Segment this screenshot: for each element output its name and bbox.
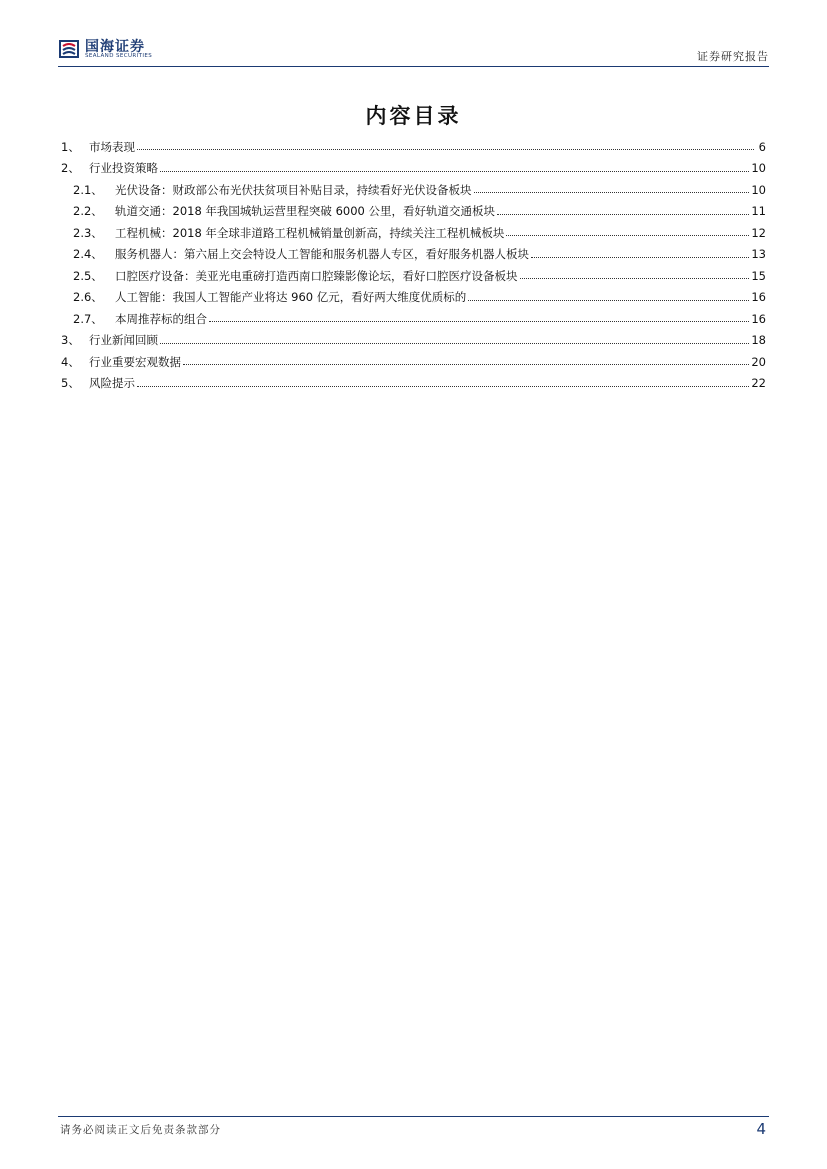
toc-entry-number: 2.5、 [73, 268, 103, 283]
toc-entry-page: 18 [751, 333, 766, 348]
toc-entry-title: 工程机械：2018 年全球非道路工程机械销量创新高，持续关注工程机械板块 [115, 225, 505, 240]
toc-entry-page: 11 [751, 204, 766, 219]
dot-leader [474, 192, 750, 193]
toc-entry-1[interactable] [61, 136, 766, 158]
toc-entry-title: 轨道交通：2018 年我国城轨运营里程突破 6000 公里，看好轨道交通板块 [115, 204, 495, 219]
toc-entry-number: 2.4、 [73, 247, 103, 262]
toc-entry-title: 行业投资策略 [89, 161, 158, 176]
toc-entry-2-3[interactable] [61, 222, 766, 244]
toc-entry-2-5[interactable] [61, 265, 766, 287]
toc-entry-page: 16 [751, 311, 766, 326]
toc-entry-title: 本周推荐标的组合 [115, 311, 207, 326]
toc-entry-number: 5、 [61, 376, 80, 391]
toc-entry-page: 12 [751, 225, 766, 240]
toc-entry-title: 光伏设备：财政部公布光伏扶贫项目补贴目录，持续看好光伏设备板块 [115, 182, 472, 197]
dot-leader [520, 278, 750, 279]
header-divider [58, 66, 769, 67]
toc-entry-page: 20 [751, 354, 766, 369]
footer-divider [58, 1116, 769, 1117]
toc-entry-title: 风险提示 [89, 376, 135, 391]
dot-leader [497, 214, 749, 215]
toc-entry-title: 市场表现 [89, 139, 135, 154]
dot-leader [506, 235, 749, 236]
toc-entry-page: 10 [751, 182, 766, 197]
toc-entry-title: 行业重要宏观数据 [89, 354, 181, 369]
toc-entry-number: 2.6、 [73, 290, 103, 305]
toc-entry-number: 4、 [61, 354, 80, 369]
footer-disclaimer: 请务必阅读正文后免责条款部分 [60, 1124, 221, 1136]
toc-entry-2-4[interactable] [61, 244, 766, 266]
toc-entry-number: 2.1、 [73, 182, 103, 197]
dot-leader [209, 321, 749, 322]
dot-leader [160, 343, 749, 344]
toc-entry-2-2[interactable] [61, 201, 766, 223]
toc-entry-page: 6 [758, 139, 766, 154]
toc-entry-page: 15 [751, 268, 766, 283]
toc-entry-number: 2.7、 [73, 311, 103, 326]
toc-entry-2-6[interactable] [61, 287, 766, 309]
dot-leader [531, 257, 749, 258]
dot-leader [183, 364, 749, 365]
toc-entry-page: 13 [751, 247, 766, 262]
toc-entry-title: 服务机器人：第六届上交会特设人工智能和服务机器人专区，看好服务机器人板块 [115, 247, 529, 262]
dot-leader [160, 171, 749, 172]
logo-name-cn: 国海证券 [85, 39, 145, 55]
toc-entry-2[interactable] [61, 158, 766, 180]
dot-leader [468, 300, 749, 301]
toc-title: 内容目录 [365, 104, 462, 128]
toc-entry-number: 1、 [61, 139, 80, 154]
toc-entry-4[interactable] [61, 351, 766, 373]
toc-entry-title: 行业新闻回顾 [89, 333, 158, 348]
sealand-logo-icon [58, 38, 80, 60]
toc-entry-title: 口腔医疗设备：美亚光电重磅打造西南口腔臻影像论坛，看好口腔医疗设备板块 [115, 268, 518, 283]
toc-entry-number: 2.2、 [73, 204, 103, 219]
toc-entry-2-1[interactable] [61, 179, 766, 201]
toc-entry-page: 10 [751, 161, 766, 176]
toc-entry-page: 22 [751, 376, 766, 391]
toc-entry-2-7[interactable] [61, 308, 766, 330]
toc-entry-3[interactable] [61, 330, 766, 352]
footer-page-number: 4 [756, 1120, 766, 1138]
toc-entry-number: 3、 [61, 333, 80, 348]
dot-leader [137, 386, 749, 387]
toc-entry-number: 2、 [61, 161, 80, 176]
table-of-contents [61, 136, 766, 394]
dot-leader [137, 149, 754, 150]
toc-entry-page: 16 [751, 290, 766, 305]
toc-entry-title: 人工智能：我国人工智能产业将达 960 亿元，看好两大维度优质标的 [115, 290, 467, 305]
toc-entry-number: 2.3、 [73, 225, 103, 240]
logo-name-en: SEALAND SECURITIES [85, 53, 153, 59]
page-header [58, 36, 769, 66]
report-type: 证券研究报告 [697, 50, 769, 63]
toc-entry-5[interactable] [61, 373, 766, 395]
